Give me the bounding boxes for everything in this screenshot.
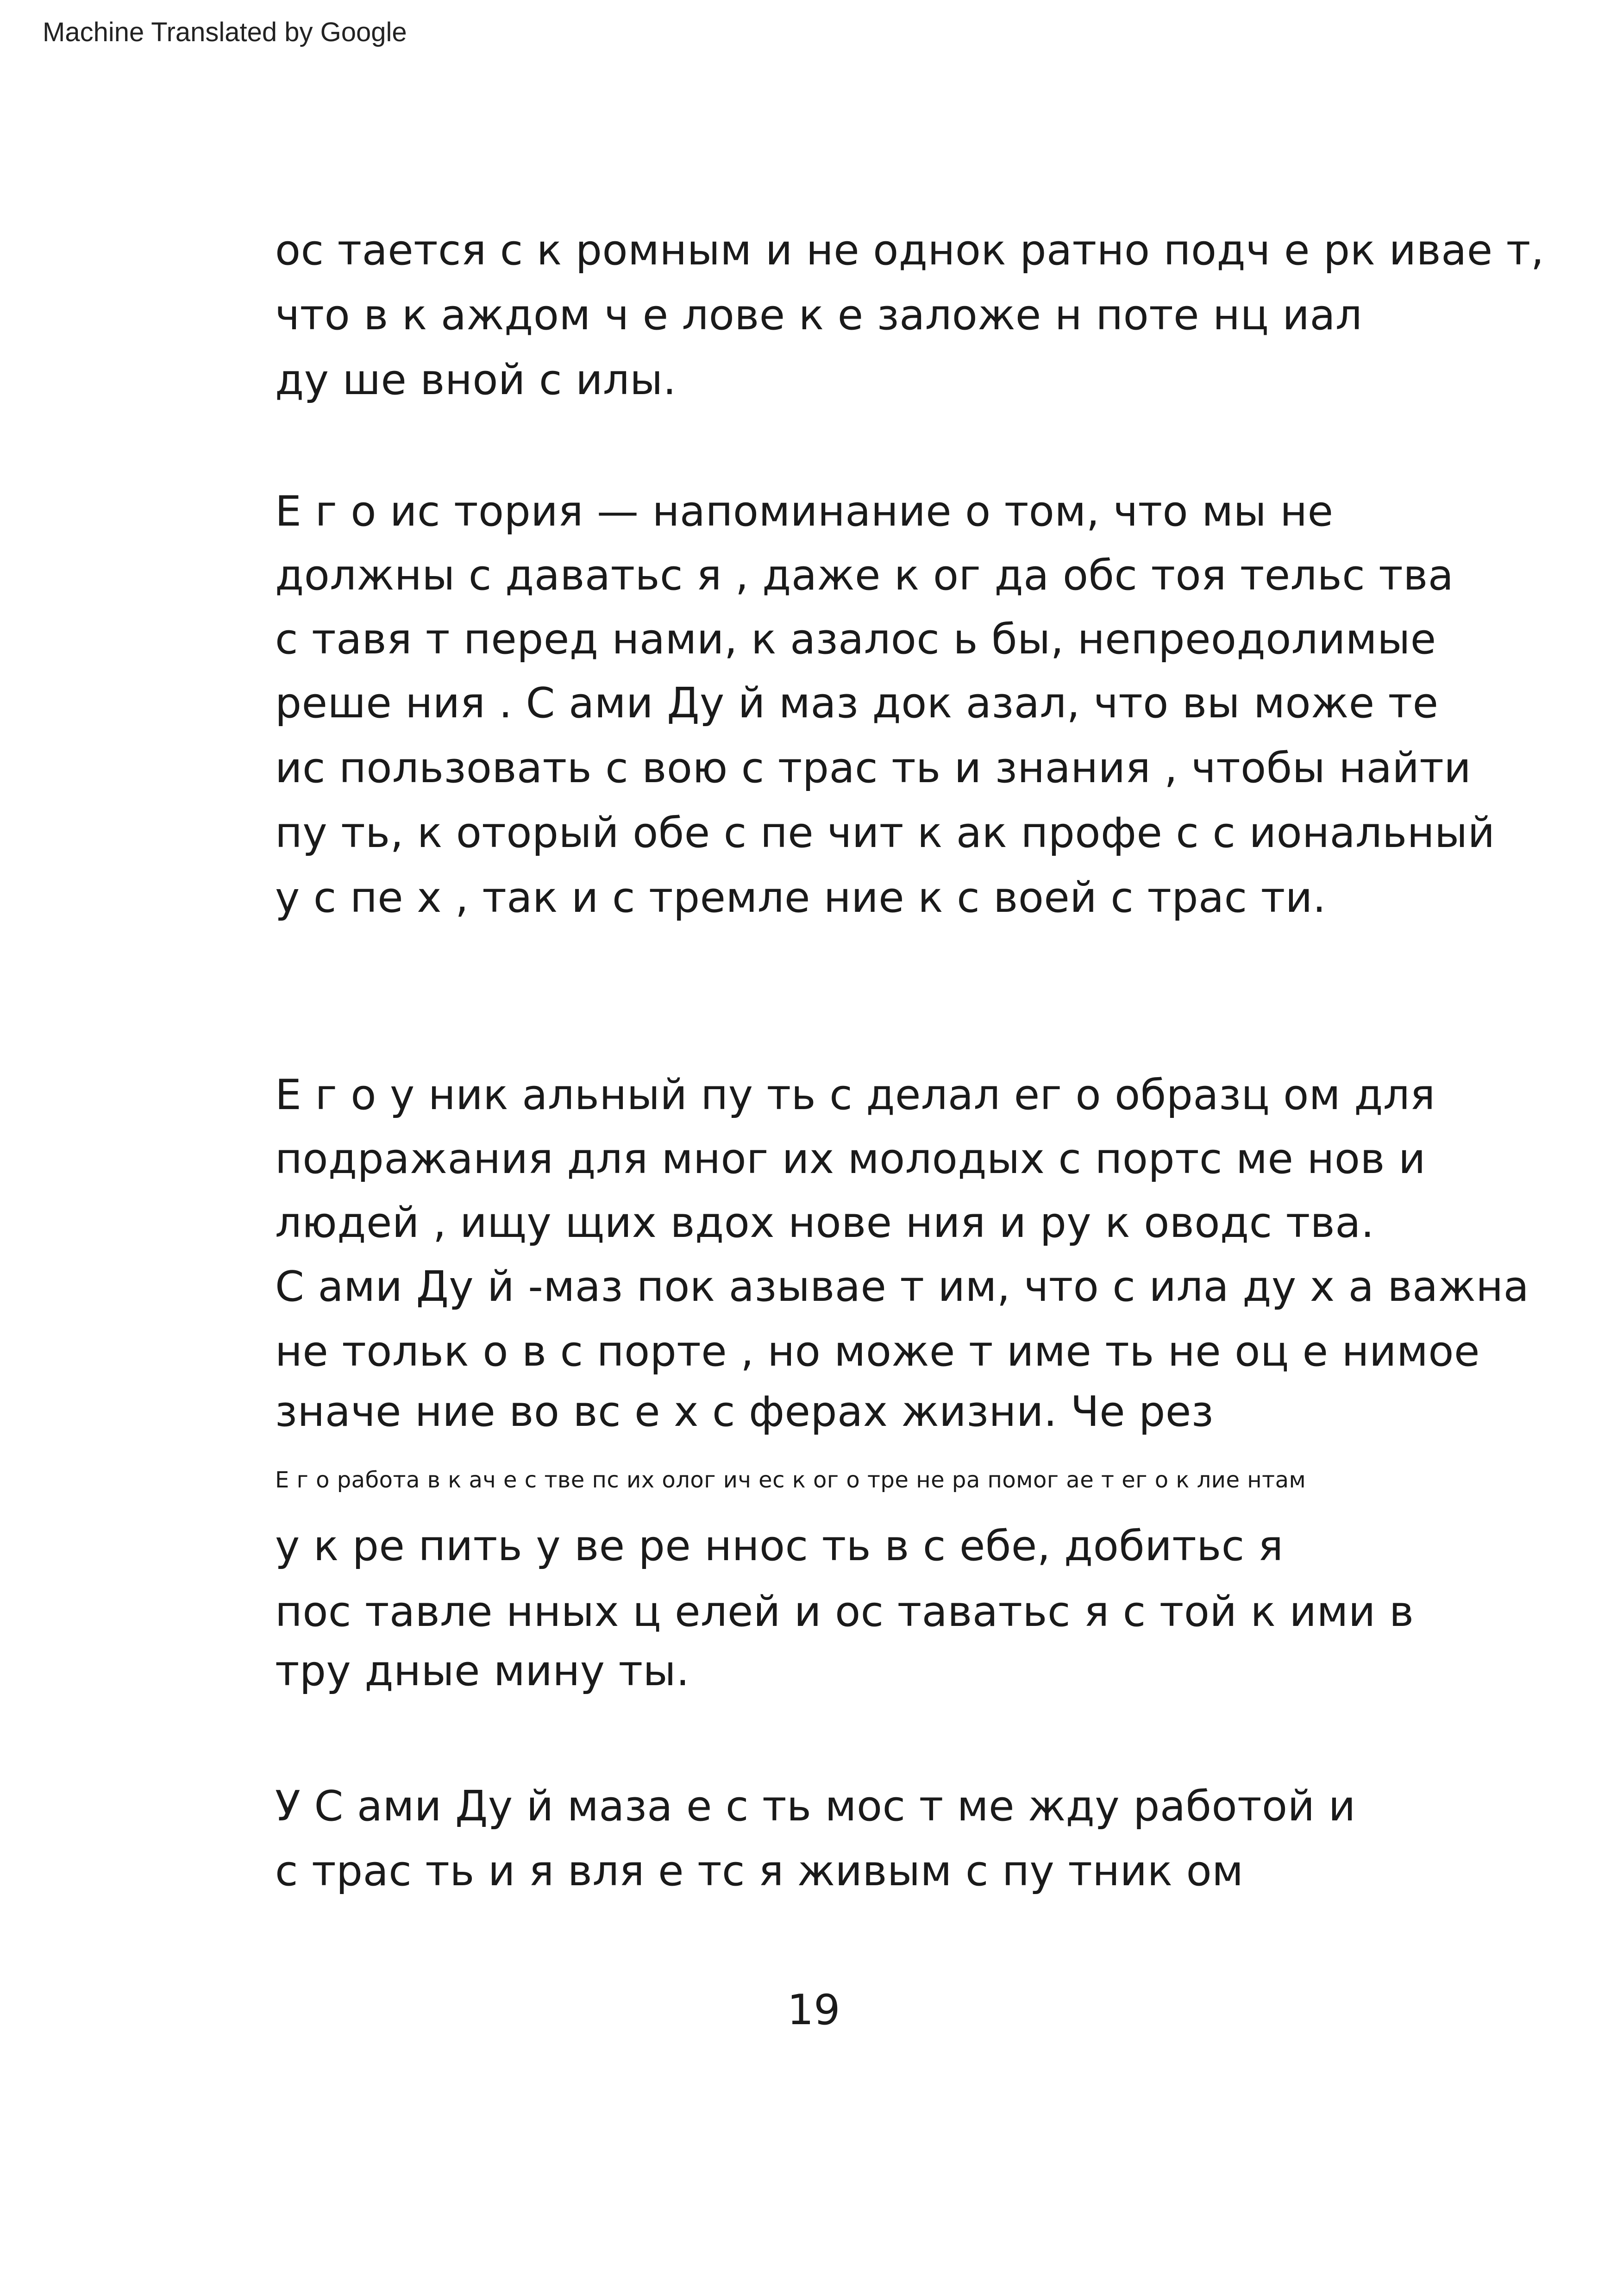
- paragraph-1-line-1: ос тается с к ромным и не однок ратно подч е рк ивае т,: [275, 226, 1544, 275]
- paragraph-2-line-7: у с пе х , так и с тремле ние к с воей с трас ти.: [275, 873, 1326, 922]
- paragraph-6-line-1: У С ами Ду й маза е с ть мос т ме жду работой и: [275, 1782, 1356, 1831]
- paragraph-1-line-2: что в к аждом ч е лове к е заложе н поте нц иал: [275, 291, 1363, 339]
- paragraph-5-line-2: пос тавле нных ц елей и ос таватьс я с той к ими в: [275, 1587, 1414, 1636]
- paragraph-2-line-2: должны с даватьс я , даже к ог да обс тоя тельс тва: [275, 551, 1454, 600]
- page-number: 19: [787, 1986, 840, 2034]
- paragraph-5-line-3: тру дные мину ты.: [275, 1647, 690, 1695]
- paragraph-5-line-1: у к ре пить у ве ре ннос ть в с ебе, добитьс я: [275, 1522, 1284, 1570]
- small-print-line: Е г о работа в к ач е с тве пс их олог ич ес к ог о тре не ра помог ае т ег о к лие нтам: [275, 1467, 1306, 1493]
- machine-translated-label: Machine Translated by Google: [43, 17, 407, 47]
- paragraph-6-line-2: с трас ть и я вля е тс я живым с пу тник ом: [275, 1847, 1244, 1895]
- paragraph-3-line-2: подражания для мног их молодых с портс ме нов и: [275, 1135, 1426, 1183]
- paragraph-3-line-1: Е г о у ник альный пу ть с делал ег о образц ом для: [275, 1071, 1435, 1119]
- paragraph-2-line-4: реше ния . С ами Ду й маз док азал, что вы може те: [275, 679, 1439, 728]
- paragraph-3-line-6: значе ние во вс е х с ферах жизни. Че рез: [275, 1387, 1214, 1436]
- paragraph-3-line-5: не тольк о в с порте , но може т име ть не оц е нимое: [275, 1327, 1480, 1376]
- paragraph-3-line-4: С ами Ду й -маз пок азывае т им, что с ила ду х а важна: [275, 1262, 1529, 1311]
- paragraph-1-line-3: ду ше вной с илы.: [275, 356, 677, 404]
- paragraph-2-line-3: с тавя т перед нами, к азалос ь бы, непреодолимые: [275, 615, 1436, 664]
- paragraph-3-line-3: людей , ищу щих вдох нове ния и ру к оводс тва.: [275, 1198, 1374, 1247]
- paragraph-2-line-1: Е г о ис тория — напоминание о том, что мы не: [275, 487, 1334, 536]
- paragraph-2-line-5: ис пользовать с вою с трас ть и знания , чтобы найти: [275, 744, 1472, 792]
- paragraph-2-line-6: пу ть, к оторый обе с пе чит к ак профе с с иональный: [275, 809, 1495, 857]
